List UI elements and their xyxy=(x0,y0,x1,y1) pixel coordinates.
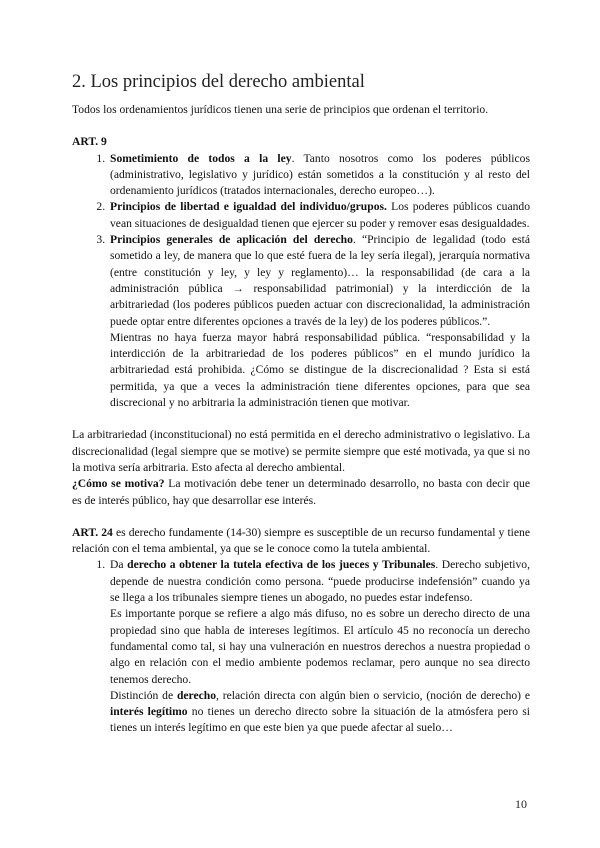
document-body xyxy=(72,102,530,737)
art24-text: es derecho fundamente (14-30) siempre es susceptible de un recurso fundamental y tiene relación con el tema ambiental, ya que se le conoce como la tutela ambiental. xyxy=(72,525,530,556)
art9-item-3-text: . “Principio de legalidad (todo está sometido a ley, de manera que lo que esté fuera de la ley sería ilegal), jerarquía normativa (entre constitución y ley, y ley y reglamento)… la responsabilidad (de cara a la administración pública → responsabilidad patrimonial) y la interdicción de la arbitrariedad (los poderes públicos pueden actuar con discrecionalidad, la administración puede optar entre diferentes opciones a través de la ley) de los poderes públicos.”. xyxy=(110,233,530,328)
motiva-paragraph xyxy=(72,476,530,509)
art9-item-3 xyxy=(108,232,530,411)
motiva-question: ¿Cómo se motiva? xyxy=(72,477,165,491)
motiva-text: La motivación debe tener un determinado desarrollo, no basta con decir que es de interés público, hay que desarrollar ese interés. xyxy=(72,477,530,507)
art9-list xyxy=(72,151,530,412)
art9-item-1-bold: Sometimiento de todos a la ley xyxy=(110,151,292,165)
art9-item-1 xyxy=(108,151,530,200)
art24-list xyxy=(72,557,530,736)
distincion-interes-legitimo: interés legítimo xyxy=(110,705,188,719)
intro-paragraph: Todos los ordenamientos jurídicos tienen una serie de principios que ordenan el territorio. xyxy=(72,103,489,116)
art9-item-1-text: . Tanto nosotros como los poderes públicos (administrativo, legislativo y jurídico) están sometidos a la constitución y al resto del ordenamiento jurídicos (tratados internacionales, derecho europeo…). xyxy=(110,151,530,198)
distincion-pre: Distinción de xyxy=(110,688,177,702)
art24-item-1-extra-2 xyxy=(110,688,530,737)
art24-item-1-pre: Da xyxy=(110,558,128,572)
arbitrariedad-paragraph: La arbitrariedad (inconstitucional) no está permitida en el derecho administrativo o legislativo. La discrecionalidad (legal siempre que se motive) se permite siempre que esté motivada, ya que si no la motiva sería arbitraria. Esto afecta al derecho ambiental. xyxy=(72,428,530,474)
art24-paragraph xyxy=(72,525,530,558)
art24-heading: ART. 24 xyxy=(72,525,113,539)
art9-heading: ART. 9 xyxy=(72,135,107,149)
art9-item-2-text: Los poderes públicos cuando vean situaciones de desigualdad tienen que ejercer su poder y remover esas desigualdades. xyxy=(110,200,530,230)
art9-item-2-bold: Principios de libertad e igualdad del individuo/grupos. xyxy=(110,200,387,214)
art24-item-1-text: . Derecho subjetivo, depende de nuestra condición como persona. “puede producirse indefensión” cuando ya se llega a los tribunales siempre tienes un abogado, no puedes estar indefenso. xyxy=(110,558,531,605)
art9-item-2 xyxy=(108,199,530,232)
art9-item-3-extra: Mientras no haya fuerza mayor habrá responsabilidad pública. “responsabilidad y la interdicción de la arbitrariedad de los poderes públicos” en el mundo jurídico la arbitrariedad está prohibida. ¿Cómo se distingue de la discrecionalidad ? Esta si está permitida, ya que a veces la administración tiene diferentes opciones, para que sea discrecional y no arbitraria la administración tienen que motivar. xyxy=(110,330,530,410)
section-title: 2. Los principios del derecho ambiental xyxy=(72,72,365,92)
page-number: 10 xyxy=(515,797,527,811)
art24-item-1-extra-1: Es importante porque se refiere a algo más difuso, no es sobre un derecho directo de una propiedad sino que habla de intereses legítimos. El artículo 45 no reconocía un derecho fundamental como tal, si hay una vulneración en nuestros derechos a nuestra propiedad o algo en relación con el medio ambiente podemos reclamar, pero aunque no sea directo tenemos derecho. xyxy=(110,607,530,686)
distincion-derecho: derecho xyxy=(176,688,217,702)
art9-item-3-bold: Principios generales de aplicación del derecho xyxy=(110,233,353,247)
distincion-post: no tienes un derecho directo sobre la situación de la atmósfera pero si tienes un interés legítimo en que este bien ya que puede afectar al suelo… xyxy=(110,705,530,735)
art24-item-1 xyxy=(108,557,530,736)
distincion-mid: , relación directa con algún bien o servicio, (noción de derecho) e xyxy=(216,688,531,702)
art24-item-1-bold: derecho a obtener la tutela efectiva de los jueces y Tribunales xyxy=(127,558,436,572)
